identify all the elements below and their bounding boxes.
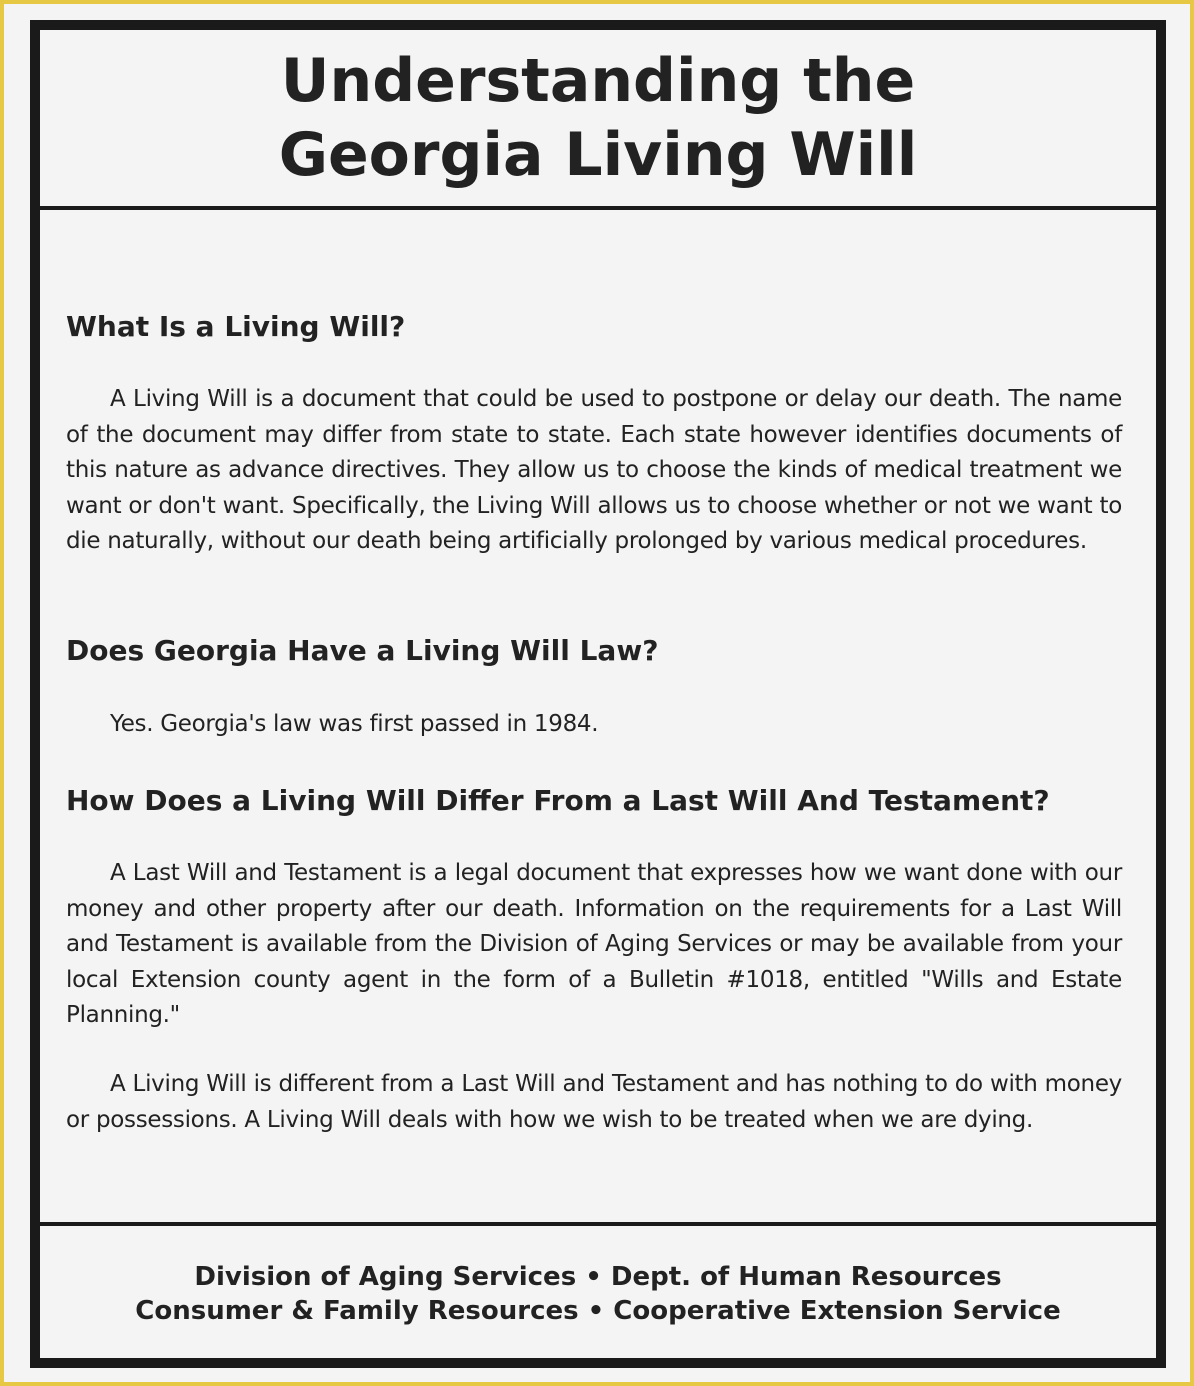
section-paragraph: Yes. Georgia's law was first passed in 1984.	[110, 711, 599, 737]
document-page	[4, 4, 1190, 1382]
section-heading-what-is: What Is a Living Will?	[66, 310, 406, 343]
section-paragraph: A Living Will is a document that could be used to postpone or delay our death. The name of the document may differ from state to state. Each state however identifies documents of this nature as advance directives. They allow us to choose the kinds of medical treatment we want or don't want. Specifically, the Living Will allows us to choose whether or not we want to die naturally, without our death being artificially prolonged by various medical procedures.	[66, 386, 1122, 554]
section-paragraph: A Living Will is different from a Last Will and Testament and has nothing to do with money or possessions. A Living Will deals with how we wish to be treated when we are dying.	[66, 1071, 1122, 1133]
footer-box	[40, 1222, 1156, 1362]
title-box	[40, 30, 1156, 210]
section-heading-differ: How Does a Living Will Differ From a Last Will And Testament?	[66, 784, 1050, 817]
document-frame	[30, 20, 1166, 1368]
document-title-line-2: Georgia Living Will	[278, 120, 918, 190]
section-heading-georgia-law: Does Georgia Have a Living Will Law?	[66, 634, 659, 667]
section-paragraph: A Last Will and Testament is a legal document that expresses how we want done with our money and other property after our death. Information on the requirements for a Last Will and Testament is available from the Division of Aging Services or may be available from your local Extension county agent in the form of a Bulletin #1018, entitled "Wills and Estate Planning."	[66, 860, 1122, 1028]
document-body	[66, 210, 1126, 1220]
footer-line-1: Division of Aging Services • Dept. of Human Resources	[194, 1262, 1002, 1292]
footer-line-2: Consumer & Family Resources • Cooperative Extension Service	[135, 1296, 1061, 1326]
document-title-line-1: Understanding the	[280, 46, 916, 116]
